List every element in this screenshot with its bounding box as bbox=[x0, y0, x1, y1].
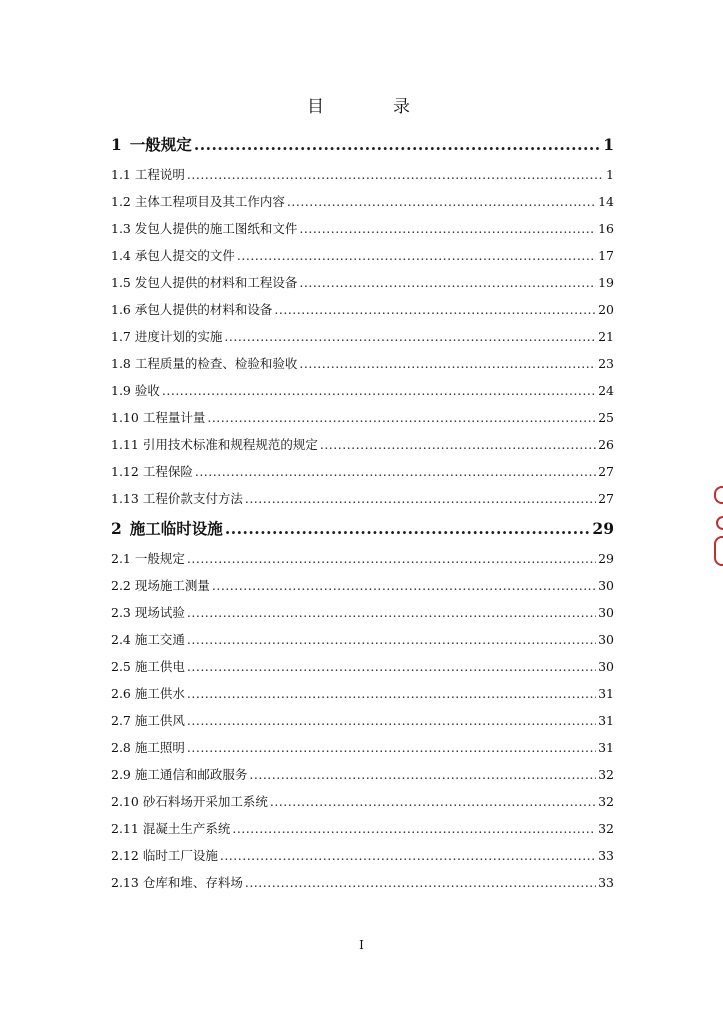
toc-entry-number: 1.12 bbox=[111, 464, 139, 479]
toc-entry-title: 施工照明 bbox=[134, 740, 185, 755]
toc-section-entry[interactable] bbox=[111, 788, 614, 815]
toc-section-entry[interactable] bbox=[111, 188, 614, 215]
toc-entry-number: 2.12 bbox=[111, 848, 139, 863]
toc-entry-page: 32 bbox=[598, 794, 614, 809]
toc-entry-title: 临时工厂设施 bbox=[142, 848, 218, 863]
toc-chapter-entry[interactable] bbox=[111, 512, 614, 545]
toc-section-entry[interactable] bbox=[111, 842, 614, 869]
toc-section-entry[interactable] bbox=[111, 545, 614, 572]
toc-entry-page: 30 bbox=[598, 605, 614, 620]
toc-entry-title: 一般规定 bbox=[134, 551, 185, 566]
toc-entry-number: 1.4 bbox=[111, 248, 131, 263]
toc-entry-number: 2.10 bbox=[111, 794, 139, 809]
dot-leader bbox=[194, 128, 601, 161]
dot-leader bbox=[249, 761, 596, 788]
toc-section-entry[interactable] bbox=[111, 572, 614, 599]
toc-entry-number: 2.1 bbox=[111, 551, 131, 566]
toc-section-entry[interactable] bbox=[111, 707, 614, 734]
toc-entry-title: 施工通信和邮政服务 bbox=[134, 767, 248, 782]
toc-entry-title: 进度计划的实施 bbox=[134, 329, 223, 344]
toc-section-entry[interactable] bbox=[111, 161, 614, 188]
dot-leader bbox=[187, 626, 596, 653]
toc-entry-number: 2.6 bbox=[111, 686, 131, 701]
toc-section-entry[interactable] bbox=[111, 653, 614, 680]
toc-entry-number: 2.2 bbox=[111, 578, 131, 593]
toc-entry-number: 1.8 bbox=[111, 356, 131, 371]
toc-entry-page: 25 bbox=[598, 410, 614, 425]
toc-section-entry[interactable] bbox=[111, 404, 614, 431]
toc-section-entry[interactable] bbox=[111, 215, 614, 242]
toc-entry-page: 32 bbox=[598, 767, 614, 782]
toc-entry-page: 33 bbox=[598, 848, 614, 863]
toc-entry-number: 1.2 bbox=[111, 194, 131, 209]
toc-entry-page: 29 bbox=[598, 551, 614, 566]
dot-leader bbox=[299, 215, 596, 242]
toc-entry-page: 30 bbox=[598, 578, 614, 593]
toc-entry-page: 27 bbox=[598, 491, 614, 506]
dot-leader bbox=[187, 599, 596, 626]
toc-entry-page: 30 bbox=[598, 632, 614, 647]
toc-entry-title: 砂石料场开采加工系统 bbox=[142, 794, 268, 809]
toc-entry-title: 施工交通 bbox=[134, 632, 185, 647]
seal-stamp-fragment bbox=[712, 486, 723, 568]
toc-section-entry[interactable] bbox=[111, 350, 614, 377]
toc-section-entry[interactable] bbox=[111, 296, 614, 323]
dot-leader bbox=[220, 842, 596, 869]
toc-entry-title: 发包人提供的施工图纸和文件 bbox=[134, 221, 298, 236]
toc-entry-number: 2.7 bbox=[111, 713, 131, 728]
toc-entry-number: 2.13 bbox=[111, 875, 139, 890]
toc-entry-page: 21 bbox=[598, 329, 614, 344]
dot-leader bbox=[187, 161, 604, 188]
dot-leader bbox=[195, 458, 596, 485]
toc-entry-page: 24 bbox=[598, 383, 614, 398]
toc-entry-title: 验收 bbox=[134, 383, 160, 398]
dot-leader bbox=[287, 188, 596, 215]
dot-leader bbox=[212, 572, 596, 599]
dot-leader bbox=[207, 404, 596, 431]
toc-entry-number: 1 bbox=[111, 135, 122, 154]
toc-entry-number: 1.6 bbox=[111, 302, 131, 317]
toc-entry-page: 16 bbox=[598, 221, 614, 236]
dot-leader bbox=[299, 269, 596, 296]
toc-entry-page: 31 bbox=[598, 686, 614, 701]
toc-section-entry[interactable] bbox=[111, 599, 614, 626]
toc-entry-title: 施工供水 bbox=[134, 686, 185, 701]
toc-section-entry[interactable] bbox=[111, 815, 614, 842]
toc-section-entry[interactable] bbox=[111, 242, 614, 269]
dot-leader bbox=[237, 242, 596, 269]
toc-entry-number: 1.11 bbox=[111, 437, 139, 452]
toc-entry-page: 20 bbox=[598, 302, 614, 317]
toc-section-entry[interactable] bbox=[111, 377, 614, 404]
dot-leader bbox=[320, 431, 596, 458]
toc-entry-page: 31 bbox=[598, 740, 614, 755]
toc-section-entry[interactable] bbox=[111, 626, 614, 653]
toc-chapter-entry[interactable] bbox=[111, 128, 614, 161]
dot-leader bbox=[187, 653, 596, 680]
toc-entry-number: 1.3 bbox=[111, 221, 131, 236]
toc-entry-number: 1.1 bbox=[111, 167, 131, 182]
toc-entry-page: 31 bbox=[598, 713, 614, 728]
toc-entry-title: 一般规定 bbox=[129, 135, 192, 154]
toc-section-entry[interactable] bbox=[111, 323, 614, 350]
toc-section-entry[interactable] bbox=[111, 869, 614, 896]
toc-entry-number: 2.11 bbox=[111, 821, 139, 836]
table-of-contents bbox=[111, 128, 614, 896]
dot-leader bbox=[270, 788, 596, 815]
toc-entry-title: 现场试验 bbox=[134, 605, 185, 620]
toc-entry-title: 仓库和堆、存料场 bbox=[142, 875, 243, 890]
toc-section-entry[interactable] bbox=[111, 269, 614, 296]
dot-leader bbox=[187, 545, 596, 572]
toc-entry-page: 19 bbox=[598, 275, 614, 290]
dot-leader bbox=[162, 377, 596, 404]
dot-leader bbox=[299, 350, 596, 377]
toc-entry-page: 30 bbox=[598, 659, 614, 674]
toc-entry-page: 17 bbox=[598, 248, 614, 263]
toc-entry-title: 工程质量的检查、检验和验收 bbox=[134, 356, 298, 371]
toc-entry-page: 1 bbox=[603, 135, 614, 154]
dot-leader bbox=[245, 485, 596, 512]
toc-section-entry[interactable] bbox=[111, 485, 614, 512]
toc-entry-title: 发包人提供的材料和工程设备 bbox=[134, 275, 298, 290]
toc-entry-title: 引用技术标准和规程规范的规定 bbox=[142, 437, 318, 452]
toc-entry-page: 29 bbox=[592, 519, 614, 538]
toc-entry-title: 工程量计量 bbox=[142, 410, 206, 425]
dot-leader bbox=[187, 680, 596, 707]
dot-leader bbox=[232, 815, 596, 842]
toc-entry-number: 1.10 bbox=[111, 410, 139, 425]
toc-entry-number: 2.3 bbox=[111, 605, 131, 620]
dot-leader bbox=[225, 512, 591, 545]
dot-leader bbox=[187, 734, 596, 761]
toc-entry-title: 工程保险 bbox=[142, 464, 193, 479]
toc-entry-number: 2.8 bbox=[111, 740, 131, 755]
toc-entry-title: 施工临时设施 bbox=[129, 519, 223, 538]
toc-entry-page: 32 bbox=[598, 821, 614, 836]
toc-entry-number: 1.9 bbox=[111, 383, 131, 398]
toc-entry-title: 承包人提交的文件 bbox=[134, 248, 235, 263]
toc-entry-title: 承包人提供的材料和设备 bbox=[134, 302, 273, 317]
toc-entry-page: 1 bbox=[606, 167, 614, 182]
toc-entry-page: 26 bbox=[598, 437, 614, 452]
dot-leader bbox=[187, 707, 596, 734]
dot-leader bbox=[224, 323, 596, 350]
toc-entry-title: 现场施工测量 bbox=[134, 578, 210, 593]
toc-entry-page: 14 bbox=[598, 194, 614, 209]
toc-entry-number: 2.4 bbox=[111, 632, 131, 647]
toc-entry-title: 施工供电 bbox=[134, 659, 185, 674]
toc-section-entry[interactable] bbox=[111, 734, 614, 761]
toc-entry-page: 33 bbox=[598, 875, 614, 890]
toc-section-entry[interactable] bbox=[111, 458, 614, 485]
toc-entry-title: 混凝土生产系统 bbox=[142, 821, 231, 836]
toc-entry-number: 2.5 bbox=[111, 659, 131, 674]
toc-entry-title: 施工供风 bbox=[134, 713, 185, 728]
toc-entry-number: 1.5 bbox=[111, 275, 131, 290]
toc-entry-page: 23 bbox=[598, 356, 614, 371]
toc-section-entry[interactable] bbox=[111, 431, 614, 458]
toc-entry-page: 27 bbox=[598, 464, 614, 479]
toc-section-entry[interactable] bbox=[111, 680, 614, 707]
toc-entry-title: 工程说明 bbox=[134, 167, 185, 182]
toc-entry-number: 2.9 bbox=[111, 767, 131, 782]
toc-entry-title: 工程价款支付方法 bbox=[142, 491, 243, 506]
toc-entry-title: 主体工程项目及其工作内容 bbox=[134, 194, 285, 209]
dot-leader bbox=[274, 296, 596, 323]
toc-entry-number: 1.13 bbox=[111, 491, 139, 506]
page-number: I bbox=[359, 938, 364, 952]
page-title: 目 录 bbox=[307, 97, 436, 117]
toc-entry-number: 1.7 bbox=[111, 329, 131, 344]
toc-entry-number: 2 bbox=[111, 519, 122, 538]
toc-section-entry[interactable] bbox=[111, 761, 614, 788]
dot-leader bbox=[245, 869, 596, 896]
